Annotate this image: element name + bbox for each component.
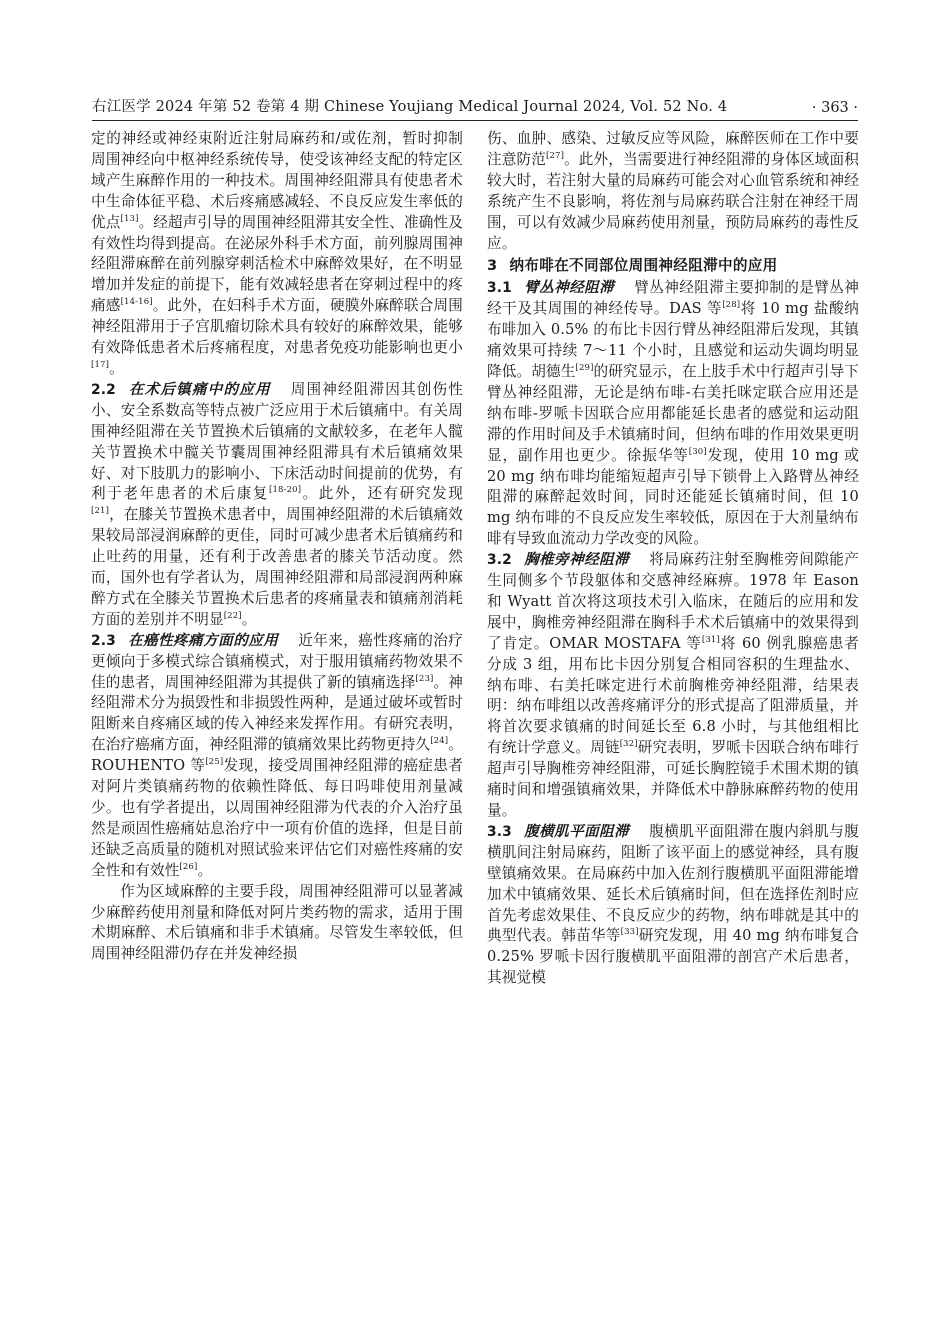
citation: [31] [701,634,720,645]
citation: [25] [205,757,224,768]
text-run: 将 60 例乳腺癌患者分成 3 组，用布比卡因分别复合相同容积的生理盐水、纳布啡、右美托咪定进行术前胸椎旁神经阻滞，结果表明：纳布啡组以改善疼痛评分的形式提高了阻滞质量，并将首次要求镇痛的时间延长至 6.8 小时，与其他组相比有统计学意义。周链 [487,634,859,757]
text-run: 。 [241,610,257,628]
text-run: 定的神经或神经束附近注射局麻药和/或佐剂，暂时抑制周围神经向中枢神经系统传导，使受该神经支配的特定区域产生麻醉作用的一种技术。周围神经阻滞具有使患者术中生命体征平稳、术后疼痛感减轻、不良反应发生率低的优点 [91,130,463,231]
citation: [32] [619,739,638,750]
section-3-3 [487,822,859,989]
section-title: 胸椎旁神经阻滞 [523,551,630,569]
page-number: · 363 · [811,100,858,116]
section-number: 2.3 [91,632,116,649]
citation: [33] [620,927,639,938]
section-3-heading [487,256,859,277]
text-run: 。此外，在妇科手术方面，硬膜外麻醉联合周围神经阻滞用于子宫肌瘤切除术具有较好的麻醉效果，能够有效降低患者术后疼痛程度，对患者免疫功能影响也更小 [91,297,463,357]
section-2-2 [91,380,463,631]
text-run: 将局麻药注射至胸椎旁间隙能产生同侧多个节段躯体和交感神经麻痹。1978 年 Eason 和 Wyatt 首次将这项技术引入临床，在随后的应用和发展中，胸椎旁神经阻滞在胸科手术术后镇痛中的效果得到了肯定。OMAR MOSTAFA 等 [487,551,859,652]
text-run: 将 10 mg 盐酸纳布啡加入 0.5% 的布比卡因行臂丛神经阻滞后发现，其镇痛效果可持续 7～11 个小时，且感觉和运动失调均明显降低。胡德生 [487,300,859,380]
text-run: 周围神经阻滞因其创伤性小、安全系数高等特点被广泛应用于术后镇痛中。有关周围神经阻滞在关节置换术后镇痛的文献较多，在老年人髋关节置换术中髋关节囊周围神经阻滞具有术后镇痛效果好、对下肢肌力的影响小、下床活动时间提前的优势，有利于老年患者的术后康复 [91,380,463,503]
citation: [13] [120,213,139,224]
text-run: 。此外，还有研究发现 [301,485,463,503]
paragraph-summary: 作为区域麻醉的主要手段，周围神经阻滞可以显著减少麻醉药使用剂量和降低对阿片类药物的需求，适用于围术期麻醉、术后镇痛和非手术镇痛。尽管发生率较低，但周围神经阻滞仍存在并发神经损 [91,882,463,963]
text-run: 腹横肌平面阻滞在腹内斜肌与腹横肌间注射局麻药，阻断了该平面上的感觉神经，具有腹壁镇痛效果。在局麻药中加入佐剂行腹横肌平面阻滞能增加术中镇痛效果、延长术后镇痛时间，但在选择佐剂时应首先考虑效果佳、不良反应少的药物，纳布啡就是其中的典型代表。韩苗华等 [487,822,859,945]
citation: [24] [430,736,449,747]
section-title: 臂丛神经阻滞 [523,279,615,297]
text-run: 臂丛神经阻滞主要抑制的是臂丛神经干及其周围的神经传导。DAS 等 [487,279,859,318]
text-run: 发现，使用 10 mg 或 20 mg 纳布啡均能缩短超声引导下锁骨上入路臂丛神经阻滞的麻醉起效时间，同时还能延长镇痛时间，但 10 mg 纳布啡的不良反应发生率较低，原因在于大剂量纳布啡有导致血流动力学改变的风险。 [487,446,859,548]
citation: [22] [223,610,242,621]
citation: [14-16] [120,297,153,308]
paragraph-continued [487,129,859,254]
section-number: 3 [487,257,498,275]
running-title: 右江医学 2024 年第 52 卷第 4 期 Chinese Youjiang Medical Journal 2024, Vol. 52 No. 4 [92,99,728,115]
paragraph-intro [91,129,463,380]
citation: [23] [415,673,434,684]
text-run: 。 [197,861,213,879]
section-title: 在术后镇痛中的应用 [127,380,271,398]
section-3-1 [487,278,859,550]
text-run: 。 [109,359,124,377]
running-header [92,90,858,121]
section-3-2 [487,550,859,822]
text-run: 研究表明，罗哌卡因联合纳布啡行超声引导胸椎旁神经阻滞，可延长胸腔镜手术围术期的镇痛时间和增强镇痛效果，并降低术中静脉麻醉药物的使用量。 [487,739,859,819]
text-run: 。神经阻滞术分为损毁性和非损毁性两种，是通过破坏或暂时阻断来自疼痛区域的传入神经来发挥作用。有研究表明，在治疗癌痛方面，神经阻滞的镇痛效果比药物更持久 [91,673,463,754]
section-number: 3.3 [487,823,512,840]
text-run: 。此外，当需要进行神经阻滞的身体区域面积较大时，若注射大量的局麻药可能会对心血管系统和神经系统产生不良影响，将佐剂与局麻药联合注射在神经干周围，可以有效减少局麻药使用剂量，预防局麻药的毒性反应。 [487,150,859,252]
section-number: 3.1 [487,280,512,297]
section-number: 3.2 [487,552,512,569]
text-run: 。ROUHENTO 等 [91,736,463,775]
text-run: 发现，接受周围神经阻滞的癌症患者对阿片类镇痛药物的依赖性降低、每日吗啡使用剂量减少。也有学者提出，以周围神经阻滞为代表的介入治疗虽然是顽固性癌痛姑息治疗中一项有价值的选择，但是目前还缺乏高质量的随机对照试验来评估它们对癌性疼痛的安全性和有效性 [91,757,463,879]
citation: [27] [546,151,565,162]
citation: [30] [688,446,707,457]
section-title: 纳布啡在不同部位周围神经阻滞中的应用 [509,257,778,275]
citation: [18-20] [269,485,302,496]
citation: [29] [575,363,594,374]
citation: [26] [179,861,198,872]
section-title: 腹横肌平面阻滞 [523,822,630,840]
text-run: 近年来，癌性疼痛的治疗更倾向于多模式综合镇痛模式，对于服用镇痛药物效果不佳的患者，周围神经阻滞为其提供了新的镇痛选择 [91,631,463,691]
text-run: 研究发现，用 40 mg 纳布啡复合 0.25% 罗哌卡因行腹横肌平面阻滞的剖宫产术后患者，其视觉模 [487,927,859,987]
citation: [21] [91,506,110,517]
text-run: 伤、血肿、感染、过敏反应等风险，麻醉医师在工作中要注意防范 [487,130,859,168]
text-run: 。经超声引导的周围神经阻滞其安全性、准确性及有效性均得到提高。在泌尿外科手术方面，前列腺周围神经阻滞麻醉在前列腺穿刺活检术中麻醉效果好，在不明显增加并发症的前提下，能有效减轻患者在穿刺过程中的疼痛感 [91,213,463,315]
section-2-3 [91,631,463,882]
citation: [17] [91,360,110,371]
citation: [28] [722,300,741,311]
right-column [487,129,859,989]
section-title: 在癌性疼痛方面的应用 [127,631,279,649]
left-column [91,129,463,965]
text-run: 的研究显示，在上肢手术中行超声引导下臂丛神经阻滞，无论是纳布啡-右美托咪定联合应用还是纳布啡-罗哌卡因联合应用都能延长患者的感觉和运动阻滞的作用时间及手术镇痛时间，但纳布啡的作用效果更明显，副作用也更少。徐振华等 [487,362,859,464]
text-run: ，在膝关节置换术患者中，周围神经阻滞的术后镇痛效果较局部浸润麻醉的更佳，同时可减少患者术后镇痛药和止吐药的用量，还有利于改善患者的膝关节活动度。然而，国外也有学者认为，周围神经阻滞和局部浸润两种麻醉方式在全膝关节置换术后患者的疼痛量表和镇痛剂消耗方面的差别并不明显 [91,506,463,628]
section-number: 2.2 [91,381,116,398]
